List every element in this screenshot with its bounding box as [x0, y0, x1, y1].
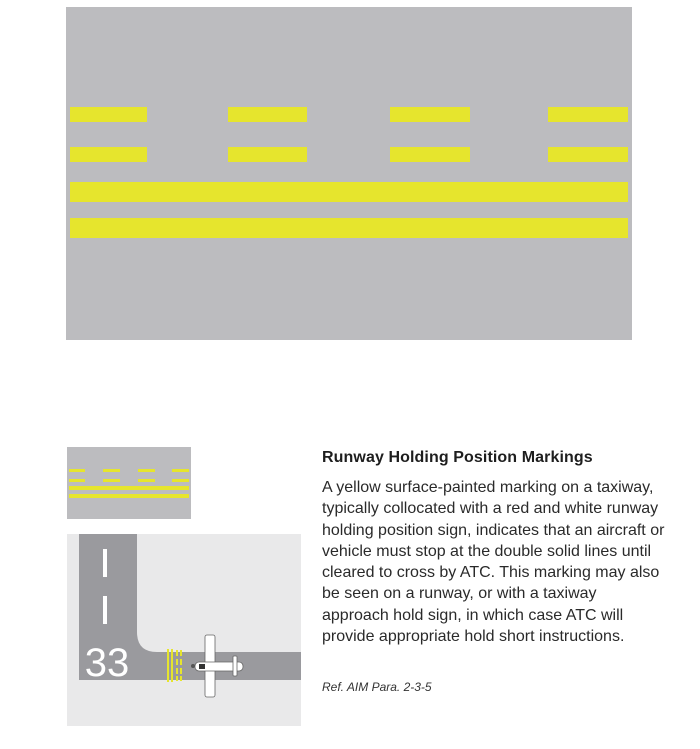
airplane-icon	[191, 635, 243, 697]
dashed-line-segment	[138, 469, 155, 472]
dashed-line-segment	[228, 147, 307, 162]
reference-note: Ref. AIM Para. 2-3-5	[322, 680, 432, 694]
dashed-line-segment	[548, 107, 628, 122]
runway-taxiway-diagram	[67, 534, 301, 726]
diagram-drawing	[67, 534, 301, 726]
runway-number: 33	[84, 641, 130, 685]
dashed-line-segment	[390, 147, 470, 162]
section-title: Runway Holding Position Markings	[322, 449, 593, 466]
dashed-line-segment	[70, 147, 147, 162]
dashed-line-segment	[103, 469, 120, 472]
dashed-line-segment	[172, 469, 189, 472]
runway-centerline-stripe	[103, 596, 107, 624]
holding-position-marking-illustration	[66, 7, 632, 340]
dashed-line-segment	[70, 107, 147, 122]
dashed-line-segment	[138, 479, 155, 482]
solid-line	[69, 494, 189, 498]
dashed-line-segment	[69, 479, 85, 482]
solid-line	[69, 486, 189, 490]
taxiway-junction-fillet	[137, 632, 157, 652]
dashed-line-segment	[390, 107, 470, 122]
dashed-line-segment	[69, 469, 85, 472]
marking-description: A yellow surface-painted marking on a taxiway, typically collocated with a red and white runway holding position sign, indicates that an aircraft or vehicle must stop at the double solid lines until cleared to cross by ATC. This marking may also be seen on a runway, or with a taxiway approach hold sign, in which case ATC will provide appropriate hold short instructions.	[322, 479, 665, 646]
solid-line	[70, 182, 628, 202]
dashed-line-segment	[172, 479, 189, 482]
marking-thumbnail	[67, 447, 191, 519]
solid-line	[70, 218, 628, 238]
runway-centerline-stripe	[103, 549, 107, 577]
dashed-line-segment	[228, 107, 307, 122]
dashed-line-segment	[103, 479, 120, 482]
dashed-line-segment	[548, 147, 628, 162]
